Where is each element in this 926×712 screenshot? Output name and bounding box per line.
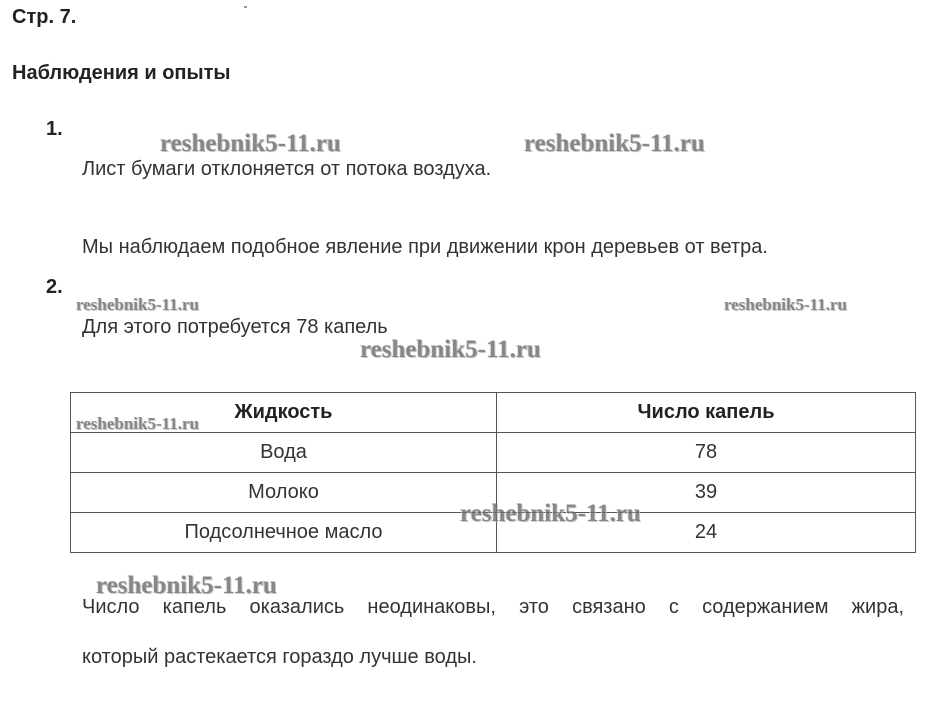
header-drop-count: Число капель	[497, 393, 916, 433]
task-1-line-1: Лист бумаги отклоняется от потока воздуха.	[82, 158, 492, 180]
table-row	[71, 433, 916, 473]
liquid-cell: Подсолнечное масло	[71, 513, 497, 553]
watermark: reshebnik5-11.ru	[524, 130, 705, 157]
task-2-line-1: Для этого потребуется 78 капель	[82, 316, 388, 338]
page-number: Стр. 7.	[12, 6, 77, 28]
watermark: reshebnik5-11.ru	[724, 295, 847, 314]
drop-count-cell: 78	[497, 433, 916, 473]
stray-dot	[244, 6, 247, 8]
watermark: reshebnik5-11.ru	[76, 414, 199, 433]
watermark: reshebnik5-11.ru	[160, 130, 341, 157]
drop-count-cell: 39	[497, 473, 916, 513]
drop-count-cell: 24	[497, 513, 916, 553]
liquid-cell: Молоко	[71, 473, 497, 513]
watermark: reshebnik5-11.ru	[76, 295, 199, 314]
liquid-cell: Вода	[71, 433, 497, 473]
watermark: reshebnik5-11.ru	[460, 500, 641, 527]
conclusion-line-2: который растекается гораздо лучше воды.	[82, 646, 477, 668]
conclusion-line-1: Число капель оказались неодинаковы, это связано с содержанием жира,	[82, 596, 904, 618]
header-liquid: Жидкость	[71, 393, 497, 433]
task-2-number: 2.	[46, 276, 63, 298]
task-1-line-2: Мы наблюдаем подобное явление при движении крон деревьев от ветра.	[82, 236, 768, 258]
task-1-number: 1.	[46, 118, 63, 140]
section-title: Наблюдения и опыты	[12, 62, 231, 84]
watermark: reshebnik5-11.ru	[96, 572, 277, 599]
watermark: reshebnik5-11.ru	[360, 336, 541, 363]
